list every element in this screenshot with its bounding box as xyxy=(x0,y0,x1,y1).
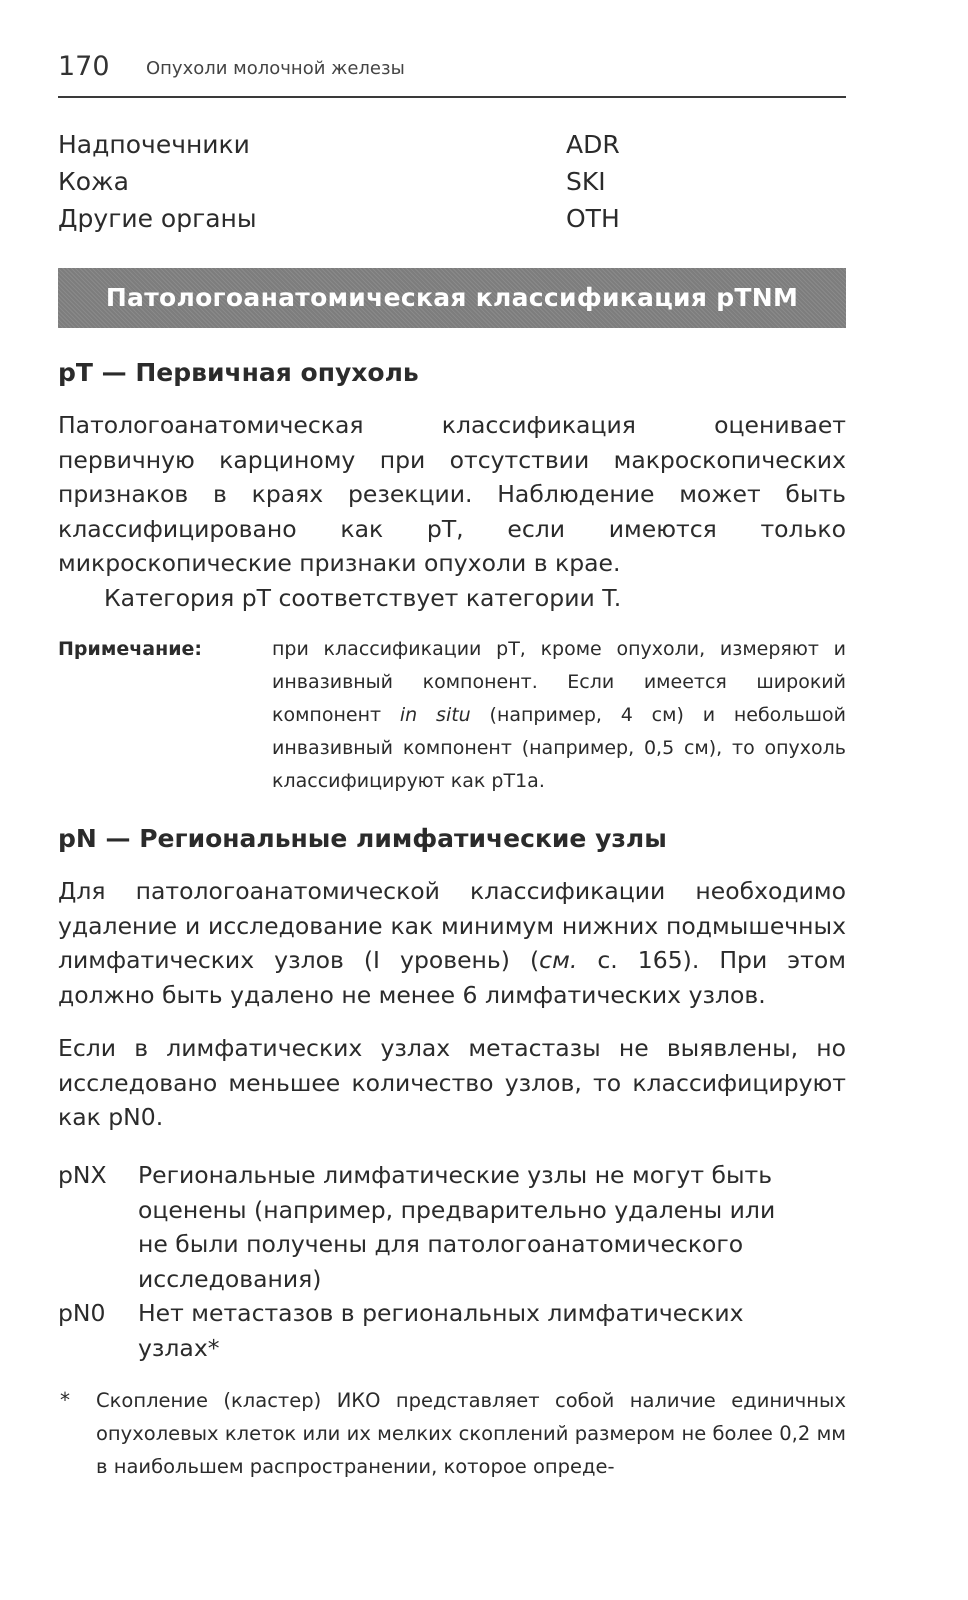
pn-paragraph-2: Если в лимфатических узлах метастазы не выявлены, но исследовано меньшее количество узлов, то классифицируют как pN0. xyxy=(58,1034,846,1131)
note-text: при классификации pT, кроме опухоли, измеряют и инвазивный компонент. Если имеется широкий компонент in situ (например, 4 см) и небольшой инвазивный компонент (например, 0,5 см), то опухоль классифицируют как pT1a. xyxy=(272,638,847,792)
pt-heading: pT — Первичная опухоль xyxy=(58,358,419,387)
organ-row xyxy=(58,126,846,163)
running-title: Опухоли молочной железы xyxy=(146,58,405,79)
organ-name: Другие органы xyxy=(58,204,257,233)
page-number: 170 xyxy=(58,51,110,82)
organ-code: OTH xyxy=(566,204,620,233)
pt-paragraph: Патологоанатомическая классификация оценивает первичную карциному при отсутствии макроскопических признаков в краях резекции. Наблюдение может быть классифицировано как pT, если имеются только микроскопические признаки опухоли в крае. xyxy=(58,411,846,577)
pn-definitions xyxy=(58,1158,846,1365)
organ-name: Кожа xyxy=(58,167,129,196)
organ-name: Надпочечники xyxy=(58,130,250,159)
organ-row xyxy=(58,163,846,200)
note-label: Примечание: xyxy=(58,638,203,660)
definition-text: Региональные лимфатические узлы не могут быть оценены (например, предварительно удалены или не были получены для патологоанатомического исследования) xyxy=(138,1161,776,1293)
footnote-text: Скопление (кластер) ИКО представляет собой наличие единичных опухолевых клеток или их мелких скоплений размером не более 0,2 мм в наибольшем распространении, которое опреде- xyxy=(96,1389,846,1478)
organ-code: SKI xyxy=(566,167,606,196)
organ-code-list xyxy=(58,126,846,237)
footnote xyxy=(58,1384,846,1483)
definition-item xyxy=(58,1296,846,1365)
pn-heading: pN — Региональные лимфатические узлы xyxy=(58,824,667,853)
see-reference: см. xyxy=(539,946,578,974)
definition-code: pN0 xyxy=(58,1299,106,1327)
definition-item xyxy=(58,1158,846,1296)
organ-code: ADR xyxy=(566,130,620,159)
footnote-mark: * xyxy=(60,1388,70,1412)
pn-paragraph-1: Для патологоанатомической классификации необходимо удаление и исследование как минимум нижних подмышечных лимфатических узлов (I уровень) (см. с. 165). При этом должно быть удалено не менее 6 лимфатических узлов. xyxy=(58,877,846,1009)
running-header xyxy=(58,50,846,98)
pt-category-statement: Категория pT соответствует категории T. xyxy=(104,584,622,612)
definition-text: Нет метастазов в региональных лимфатических узлах* xyxy=(138,1299,744,1362)
definition-code: pNX xyxy=(58,1161,107,1189)
in-situ-term: in situ xyxy=(399,704,471,726)
organ-row xyxy=(58,200,846,237)
section-banner: Патологоанатомическая классификация pTNM xyxy=(58,268,846,328)
